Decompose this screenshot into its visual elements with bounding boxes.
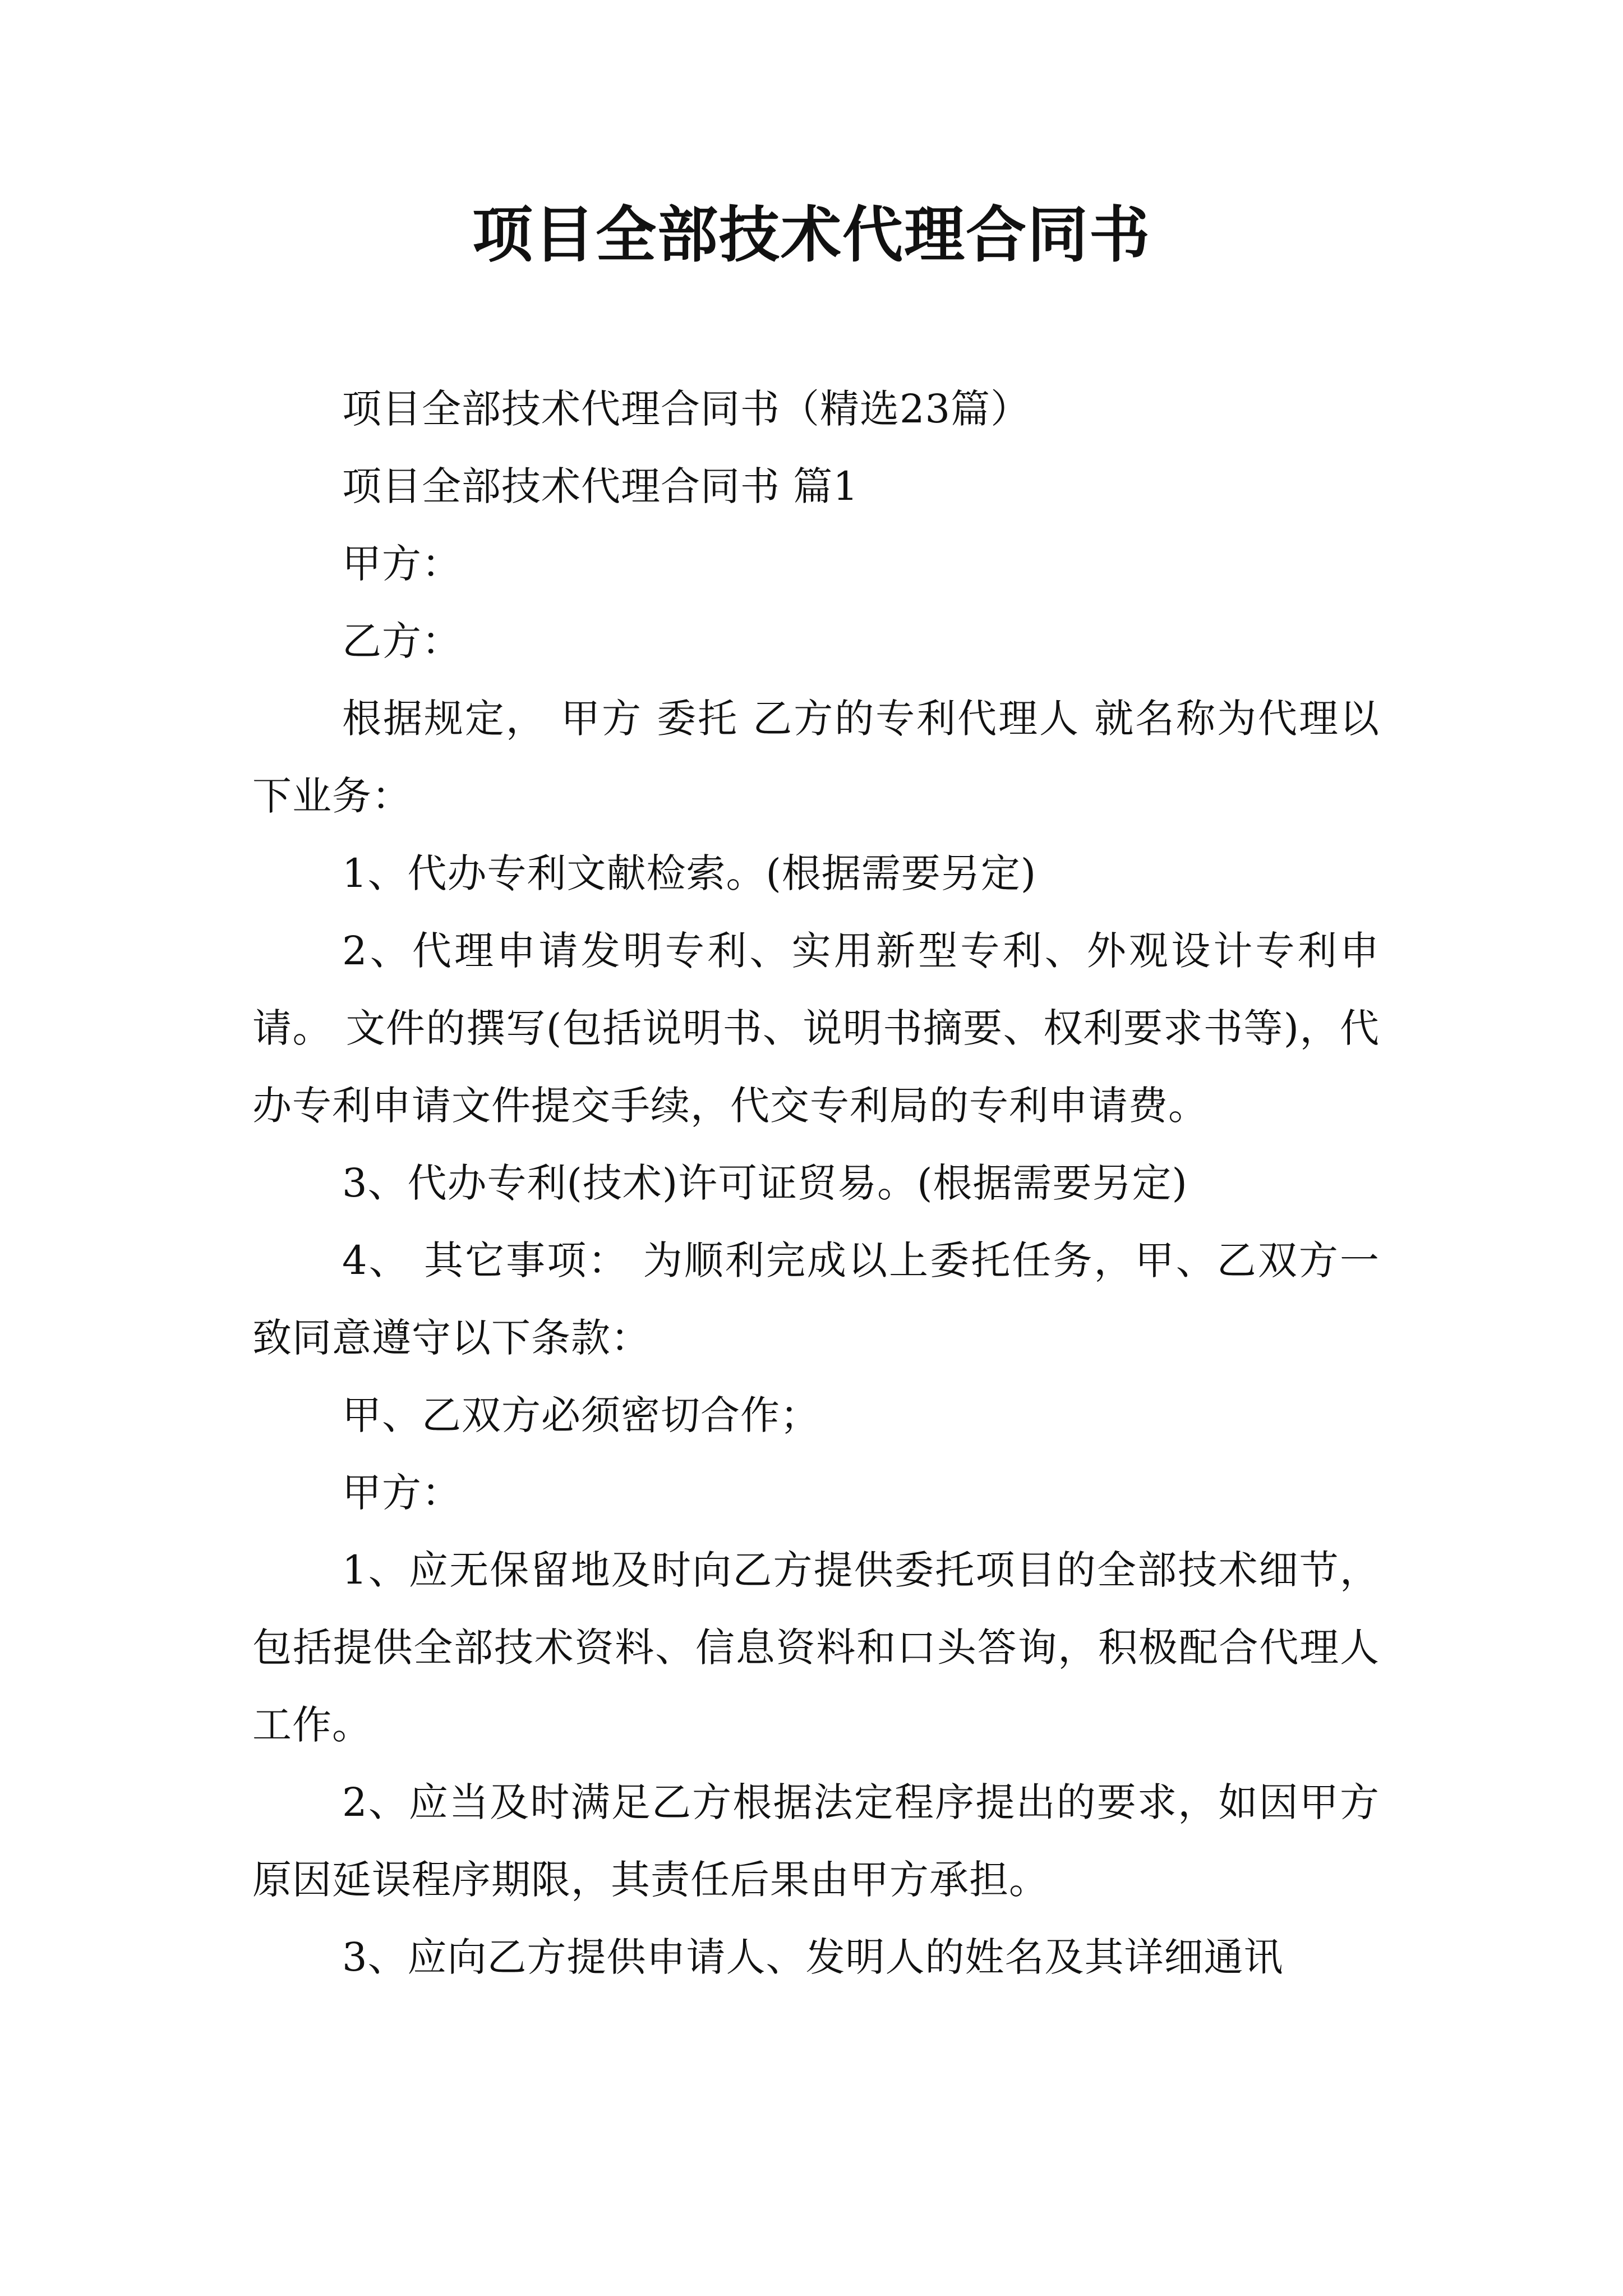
paragraph: 乙方：: [342, 618, 462, 664]
paragraph: 2、应当及时满足乙方根据法定程序提出的要求，如因甲方原因延误程序期限，其责任后果由甲方承担。: [252, 1779, 1380, 1903]
paragraph: 甲方：: [342, 541, 462, 587]
paragraph: 项目全部技术代理合同书（精选23篇）: [342, 386, 1031, 432]
paragraph: 甲方：: [342, 1470, 462, 1516]
document-body: [252, 370, 1380, 1996]
paragraph: 2、代理申请发明专利、实用新型专利、外观设计专利申请。 文件的撰写(包括说明书、说明书摘要、权利要求书等)，代办专利申请文件提交手续，代交专利局的专利申请费。: [252, 928, 1380, 1129]
document-title: 项目全部技术代理合同书: [472, 200, 1151, 270]
paragraph: 1、应无保留地及时向乙方提供委托项目的全部技术细节，包括提供全部技术资料、信息资料和口头答询，积极配合代理人工作。: [252, 1547, 1380, 1748]
paragraph: 甲、乙双方必须密切合作；: [342, 1392, 820, 1438]
paragraph: 4、 其它事项： 为顺利完成以上委托任务，甲、乙双方一致同意遵守以下条款：: [252, 1237, 1380, 1361]
paragraph: 3、代办专利(技术)许可证贸易。(根据需要另定): [342, 1160, 1188, 1206]
paragraph: 1、代办专利文献检索。(根据需要另定): [342, 850, 1037, 896]
paragraph: 3、应向乙方提供申请人、发明人的姓名及其详细通讯: [342, 1934, 1284, 1980]
paragraph: 项目全部技术代理合同书 篇1: [342, 463, 859, 509]
paragraph: 根据规定， 甲方 委托 乙方的专利代理人 就名称为代理以下业务：: [252, 696, 1380, 819]
